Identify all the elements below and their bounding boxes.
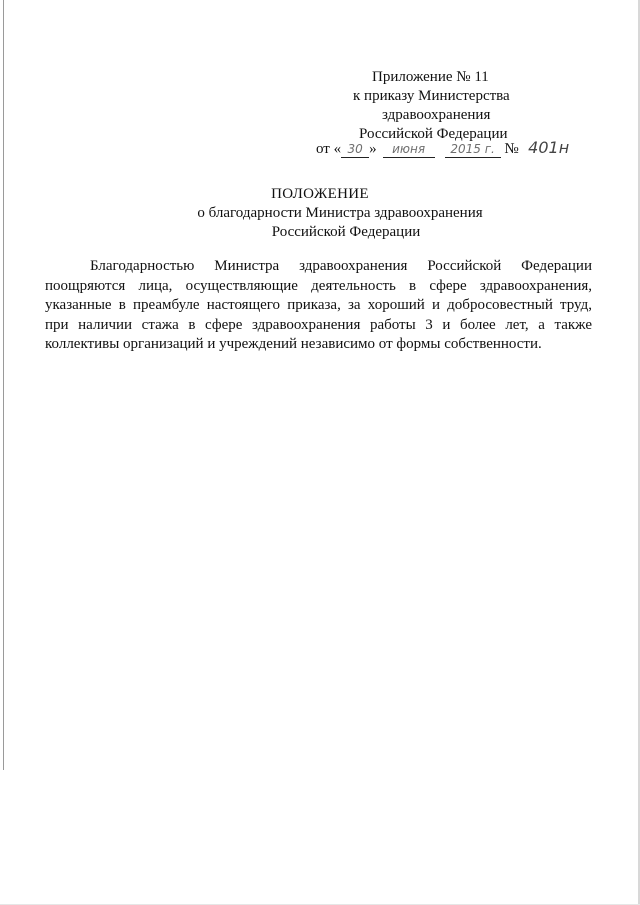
scan-edge-left	[3, 0, 4, 770]
handwritten-day: 30	[341, 142, 369, 158]
title-subtitle-2: Российской Федерации	[271, 224, 421, 240]
title-subtitle-1: о благодарности Министра здравоохранения	[197, 205, 483, 221]
body-line: поощряются лица, осуществляющие деятельность в сфере здравоохранения,	[45, 277, 592, 294]
handwritten-year: 2015 г.	[445, 142, 501, 158]
body-paragraph	[45, 257, 592, 355]
body-line: Благодарностью Министра здравоохранения Российской Федерации	[90, 258, 592, 274]
handwritten-month: июня	[383, 142, 435, 158]
order-date-line	[316, 140, 576, 159]
annex-federation: Российской Федерации	[359, 126, 508, 142]
date-prefix: от «	[316, 141, 342, 157]
title-main: ПОЛОЖЕНИЕ	[271, 186, 369, 202]
date-quote-close: »	[369, 141, 377, 157]
document-title	[0, 185, 640, 242]
handwritten-order-number: 401н	[528, 138, 570, 157]
body-line: указанные в преамбуле настоящего приказа, за хороший и добросовестный труд,	[45, 297, 592, 313]
body-line: при наличии стажа в сфере здравоохранения работы 3 и более лет, а также	[45, 316, 592, 333]
annex-ministry: здравоохранения	[382, 107, 491, 123]
annex-number: Приложение № 11	[372, 69, 489, 85]
annex-note	[300, 68, 570, 144]
number-sign: №	[504, 141, 519, 157]
annex-order-ref: к приказу Министерства	[353, 88, 510, 104]
body-line: коллективы организаций и учреждений независимо от формы собственности.	[45, 336, 542, 352]
